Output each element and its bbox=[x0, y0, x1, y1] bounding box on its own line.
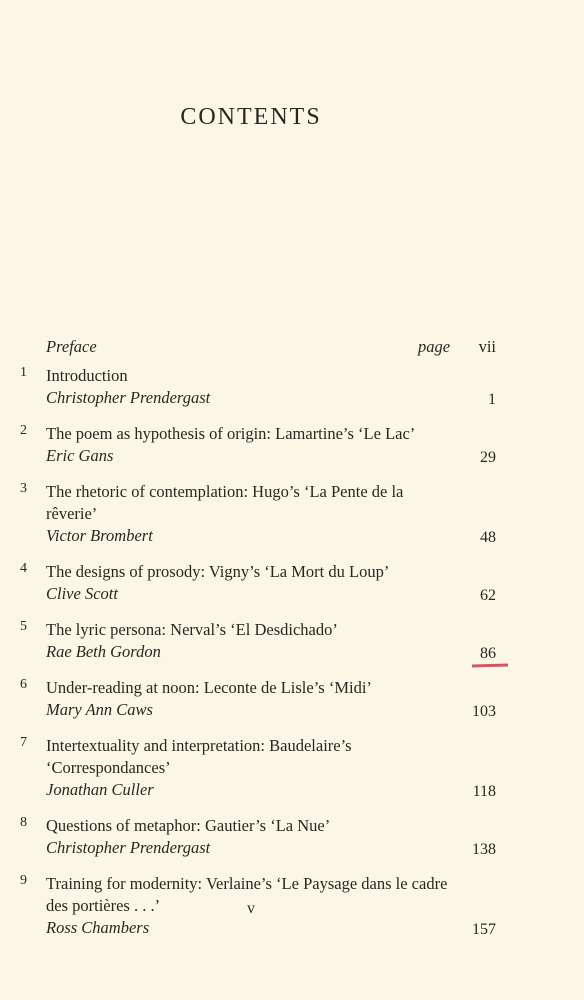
entry-number: 7 bbox=[20, 735, 27, 750]
entry-author: Christopher Prendergast bbox=[46, 388, 211, 407]
entry-page-number: 118 bbox=[472, 783, 496, 800]
toc-entry bbox=[0, 423, 584, 467]
entry-page-number: 138 bbox=[472, 841, 496, 858]
entry-page-number: 86 bbox=[480, 645, 496, 662]
preface-page-number: vii bbox=[478, 337, 496, 356]
entry-page-number: 48 bbox=[480, 529, 496, 546]
entry-author: Mary Ann Caws bbox=[46, 700, 153, 719]
entry-author: Ross Chambers bbox=[46, 918, 150, 937]
toc-entry bbox=[0, 677, 584, 721]
entry-title: The rhetoric of contemplation: Hugo’s ‘La Pente de la rêverie’ bbox=[46, 482, 404, 523]
toc-entry bbox=[0, 735, 584, 801]
entry-page-number: 103 bbox=[472, 703, 496, 720]
entry-page-number: 157 bbox=[472, 921, 496, 938]
toc-entry bbox=[0, 561, 584, 605]
page-column-heading: page bbox=[418, 337, 451, 356]
entry-title: The poem as hypothesis of origin: Lamartine’s ‘Le Lac’ bbox=[46, 424, 416, 443]
entry-number: 1 bbox=[20, 365, 27, 380]
entry-author: Victor Brombert bbox=[46, 526, 153, 545]
toc-entry bbox=[0, 619, 584, 663]
entry-page-number: 1 bbox=[488, 391, 496, 408]
entry-title: The lyric persona: Nerval’s ‘El Desdichado’ bbox=[46, 620, 338, 639]
table-of-contents bbox=[0, 335, 584, 953]
entry-number: 8 bbox=[20, 815, 27, 830]
entry-page-number: 29 bbox=[480, 449, 496, 466]
entry-title: The designs of prosody: Vigny’s ‘La Mort du Loup’ bbox=[46, 562, 390, 581]
page-title: CONTENTS bbox=[180, 104, 322, 130]
entry-number: 6 bbox=[20, 677, 27, 692]
entry-title: Intertextuality and interpretation: Baudelaire’s ‘Correspondances’ bbox=[46, 736, 352, 777]
toc-entry bbox=[0, 365, 584, 409]
page-folio: v bbox=[247, 900, 255, 917]
toc-entry bbox=[0, 481, 584, 547]
entry-number: 3 bbox=[20, 481, 27, 496]
entry-title: Introduction bbox=[46, 366, 128, 385]
entry-number: 5 bbox=[20, 619, 27, 634]
entry-author: Eric Gans bbox=[46, 446, 114, 465]
entry-number: 4 bbox=[20, 561, 27, 576]
entry-number: 9 bbox=[20, 873, 27, 888]
entry-title: Questions of metaphor: Gautier’s ‘La Nue’ bbox=[46, 816, 331, 835]
entry-number: 2 bbox=[20, 423, 27, 438]
preface-label: Preface bbox=[46, 337, 97, 356]
entry-author: Jonathan Culler bbox=[46, 780, 154, 799]
toc-entry-preface bbox=[0, 335, 584, 365]
entry-title: Training for modernity: Verlaine’s ‘Le Paysage dans le cadre des portières . . .’ bbox=[46, 874, 448, 915]
entry-author: Christopher Prendergast bbox=[46, 838, 211, 857]
entry-author: Rae Beth Gordon bbox=[46, 642, 161, 661]
entry-title: Under-reading at noon: Leconte de Lisle’s ‘Midi’ bbox=[46, 678, 372, 697]
entry-author: Clive Scott bbox=[46, 584, 118, 603]
entry-page-number: 62 bbox=[480, 587, 496, 604]
toc-entry bbox=[0, 815, 584, 859]
